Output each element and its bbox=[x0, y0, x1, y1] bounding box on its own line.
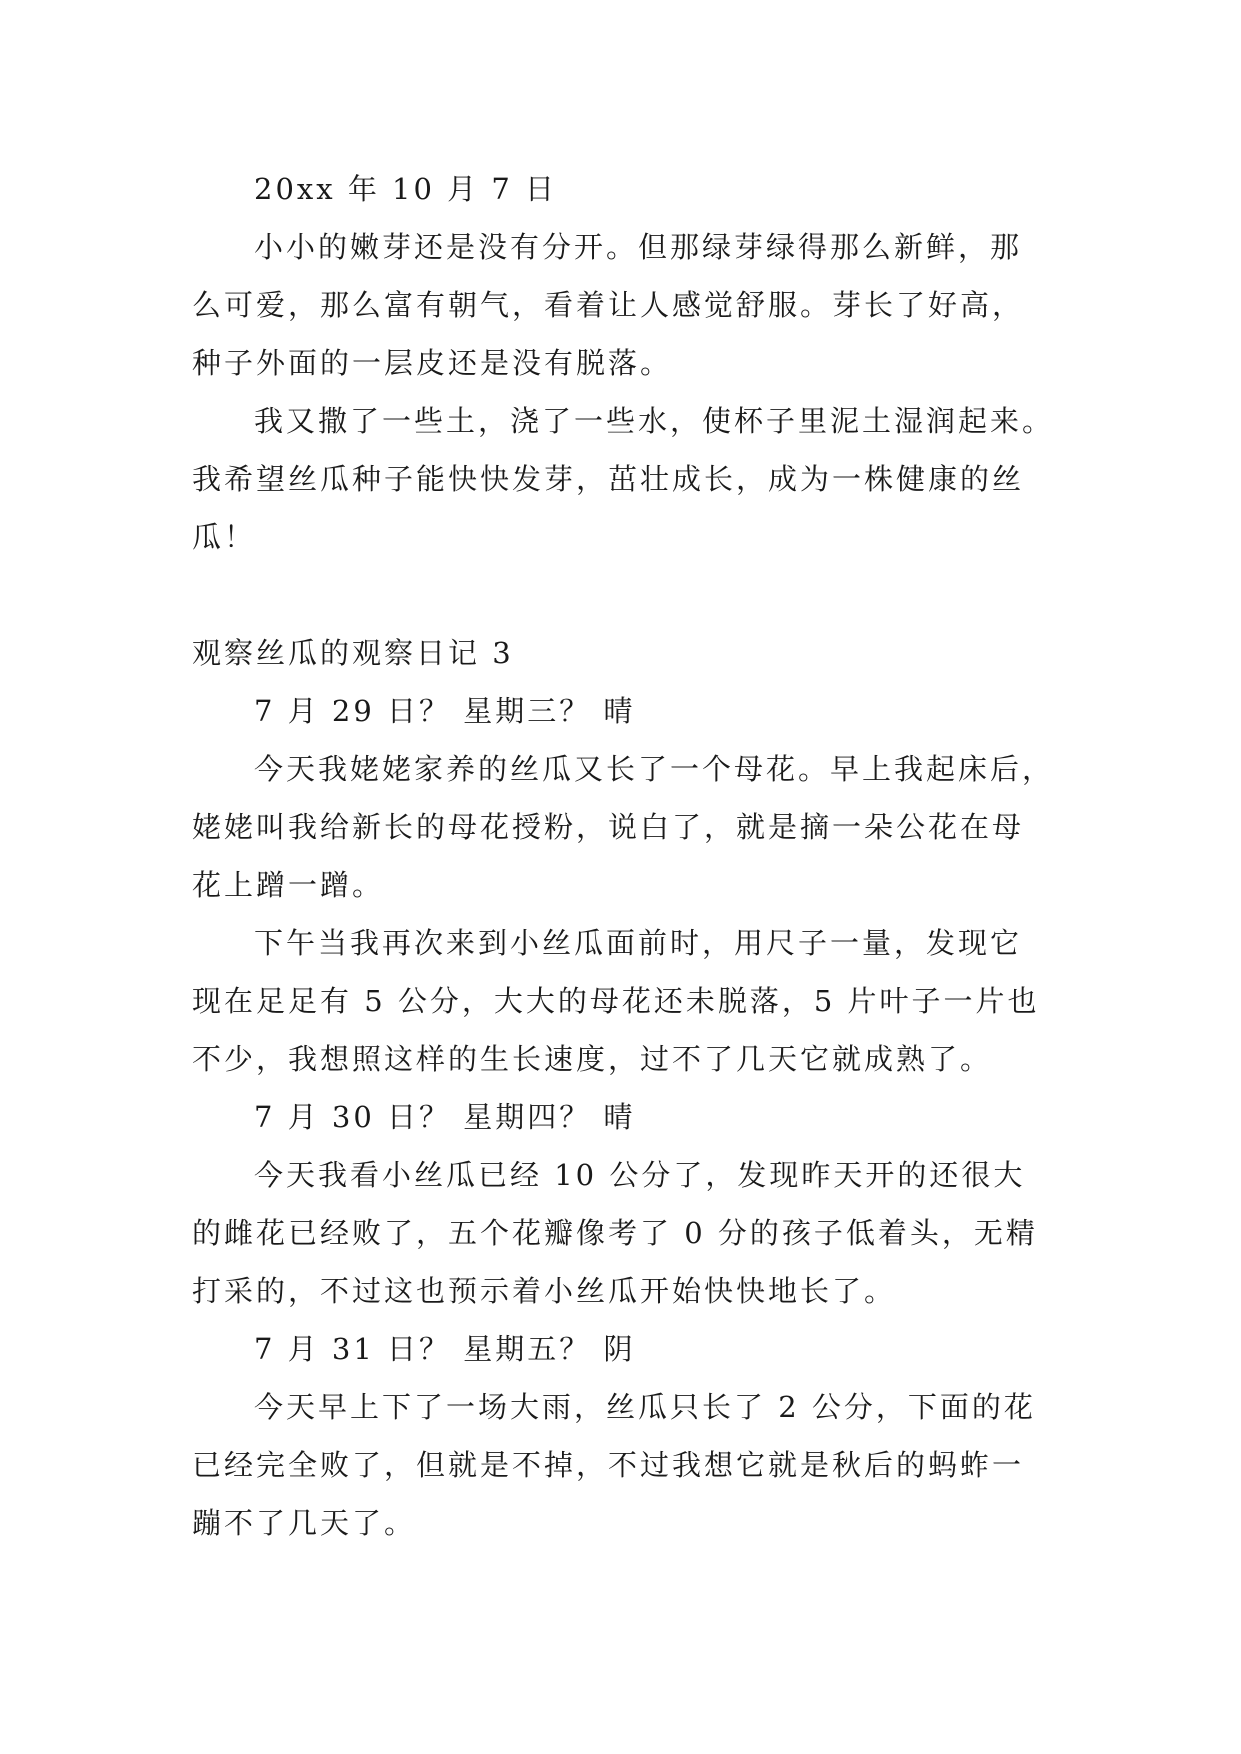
text-line: 现在足足有 5 公分，大大的母花还未脱落，5 片叶子一片也 bbox=[192, 984, 1040, 1018]
text-line: 今天早上下了一场大雨，丝瓜只长了 2 公分，下面的花 bbox=[254, 1390, 1036, 1424]
text-line: 瓜！ bbox=[192, 520, 257, 554]
text-line: 我希望丝瓜种子能快快发芽，茁壮成长，成为一株健康的丝 bbox=[192, 462, 1025, 496]
entry-date: 7 月 29 日？ 星期三？ 晴 bbox=[254, 694, 636, 728]
entry-date: 7 月 30 日？ 星期四？ 晴 bbox=[254, 1100, 636, 1134]
text-line: 蹦不了几天了。 bbox=[192, 1506, 417, 1540]
paragraph bbox=[192, 740, 1072, 914]
paragraph bbox=[192, 1378, 1072, 1552]
text-line: 已经完全败了，但就是不掉，不过我想它就是秋后的蚂蚱一 bbox=[192, 1448, 1025, 1482]
paragraph bbox=[192, 1146, 1072, 1320]
text-line: 不少，我想照这样的生长速度，过不了几天它就成熟了。 bbox=[192, 1042, 993, 1076]
text-line: 种子外面的一层皮还是没有脱落。 bbox=[192, 346, 673, 380]
text-line: 姥姥叫我给新长的母花授粉，说白了，就是摘一朵公花在母 bbox=[192, 810, 1025, 844]
text-line: 今天我看小丝瓜已经 10 公分了，发现昨天开的还很大 bbox=[254, 1158, 1026, 1192]
text-line: 么可爱，那么富有朝气，看着让人感觉舒服。芽长了好高， bbox=[192, 288, 1025, 322]
paragraph bbox=[192, 914, 1072, 1088]
paragraph bbox=[192, 218, 1072, 392]
text-line: 花上蹭一蹭。 bbox=[192, 868, 385, 902]
text-line: 小小的嫩芽还是没有分开。但那绿芽绿得那么新鲜，那 bbox=[254, 230, 1023, 264]
paragraph bbox=[192, 392, 1072, 566]
document-body bbox=[192, 160, 1072, 1552]
entry-date: 20xx 年 10 月 7 日 bbox=[254, 172, 558, 206]
section-spacer bbox=[192, 566, 1072, 624]
section-title: 观察丝瓜的观察日记 3 bbox=[192, 636, 514, 670]
text-line: 下午当我再次来到小丝瓜面前时，用尺子一量，发现它 bbox=[254, 926, 1023, 960]
text-line: 我又撒了一些土，浇了一些水，使杯子里泥土湿润起来。 bbox=[254, 404, 1055, 438]
entry-date: 7 月 31 日？ 星期五？ 阴 bbox=[254, 1332, 636, 1366]
text-line: 的雌花已经败了，五个花瓣像考了 0 分的孩子低着头，无精 bbox=[192, 1216, 1038, 1250]
text-line: 打采的，不过这也预示着小丝瓜开始快快地长了。 bbox=[192, 1274, 897, 1308]
text-line: 今天我姥姥家养的丝瓜又长了一个母花。早上我起床后， bbox=[254, 752, 1055, 786]
